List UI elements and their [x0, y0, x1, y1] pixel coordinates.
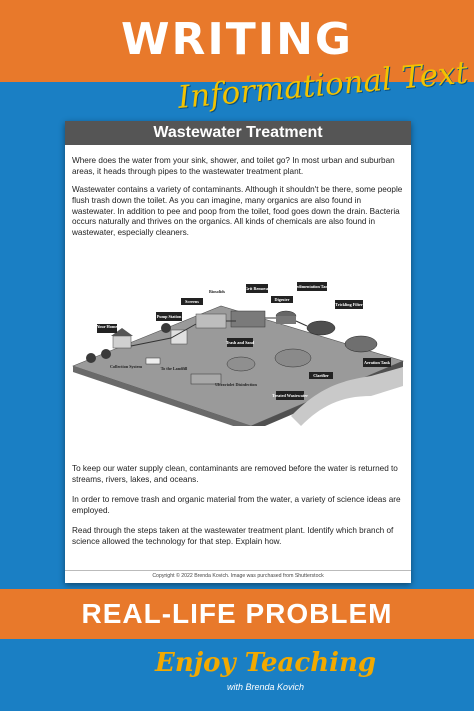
- worksheet-page: [65, 121, 411, 583]
- label-screens: Screens: [185, 299, 199, 304]
- treatment-plant-diagram: [71, 266, 405, 426]
- label-treated-wastewater: Treated Wastewater: [272, 393, 308, 398]
- paragraph-contaminants: Wastewater contains a variety of contaminants. Although it shouldn't be there, some people flush trash down the toilet. As you can imagine, many organics are also found in wastewater. In addition to pee and poop from the toilet, food goes down the drain. Bacteria occurs naturally and thrives on the organics. All kinds of chemicals are also found in wastewater, especially cleaners.: [72, 185, 403, 238]
- worksheet-header: Wastewater Treatment: [65, 121, 411, 145]
- label-aeration-tank: Aeration Tank: [364, 360, 390, 365]
- label-trickling-filter: Trickling Filter: [335, 302, 363, 307]
- banner-title: WRITING: [120, 14, 354, 65]
- bottom-banner-title: REAL-LIFE PROBLEM: [81, 598, 393, 629]
- label-biosolids: Biosolids: [208, 289, 226, 294]
- paragraph-intro: Where does the water from your sink, shower, and toilet go? In most urban and suburban areas, it heads through pipes to the wastewater treatment plant.: [72, 156, 395, 176]
- logo-main-text: Enjoy Teaching: [155, 648, 377, 678]
- label-home: Your Home: [96, 324, 118, 329]
- brand-logo: [155, 648, 377, 704]
- label-trash-and-sand: Trash and Sand: [225, 340, 255, 345]
- label-sedimentation-tank: Sedimentation Tank: [294, 284, 330, 289]
- label-collection-system: Collection System: [110, 364, 142, 369]
- label-grit-removal: Grit Removal: [244, 286, 270, 291]
- label-digester: Digester: [274, 297, 290, 302]
- paragraph-supply: To keep our water supply clean, contaminants are removed before the water is returned to streams, rivers, lakes, and oceans.: [72, 464, 398, 484]
- banner-subtitle: Informational Text: [176, 54, 470, 116]
- label-pump-station: Pump Station: [156, 314, 182, 319]
- logo-sub-text: with Brenda Kovich: [227, 682, 305, 692]
- paragraph-instructions: Read through the steps taken at the wastewater treatment plant. Identify which branch of science allowed the technology for that step. Explain how.: [72, 526, 394, 546]
- copyright-note: Copyright © 2022 Brenda Kovich. Image was purchased from Shutterstock: [65, 570, 411, 579]
- label-uv-disinfection: Ultraviolet Disinfection: [215, 382, 257, 387]
- paragraph-science-ideas: In order to remove trash and organic material from the water, a variety of science ideas are employed.: [72, 495, 401, 515]
- bottom-banner: [0, 589, 474, 639]
- label-clarifier: Clarifier: [313, 373, 329, 378]
- label-landfill: To the Landfill: [160, 366, 188, 371]
